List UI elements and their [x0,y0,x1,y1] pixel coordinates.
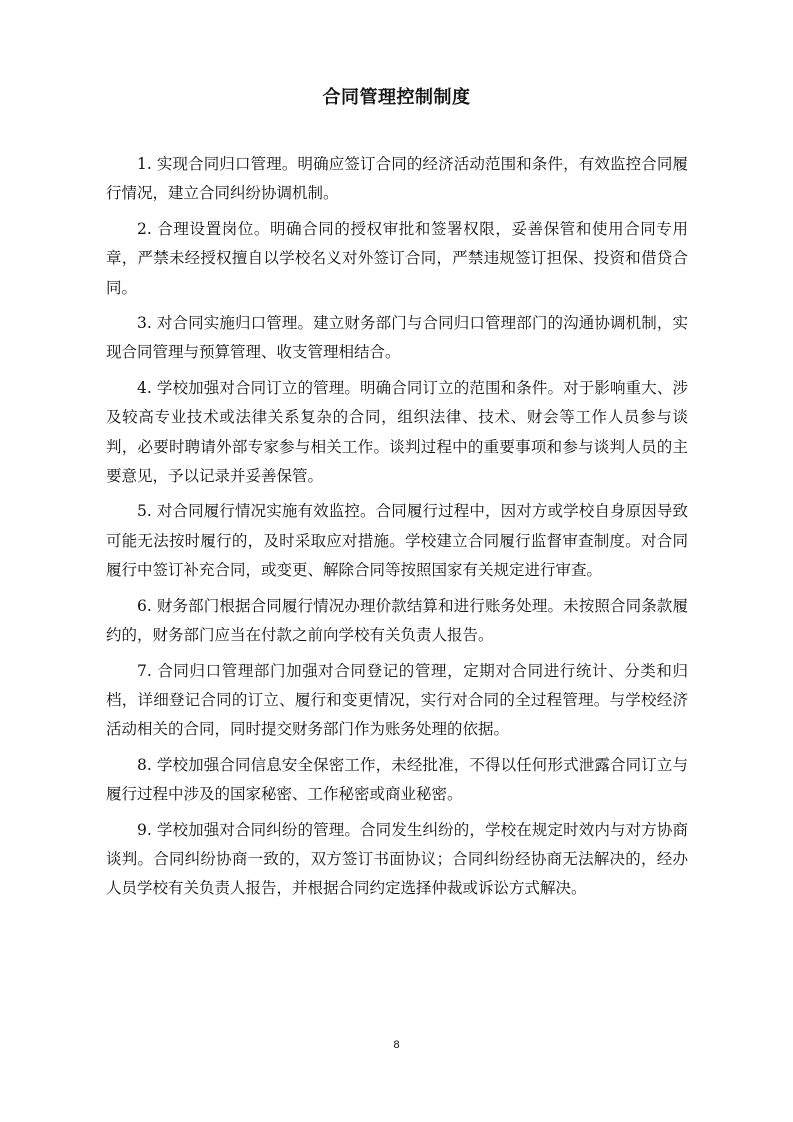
paragraph-6: 6. 财务部门根据合同履行情况办理价款结算和进行账务处理。未按照合同条款履约的，财务部门应当在付款之前向学校有关负责人报告。 [106,596,688,645]
paragraph-2: 2. 合理设置岗位。明确合同的授权审批和签署权限，妥善保管和使用合同专用章，严禁未经授权擅自以学校名义对外签订合同，严禁违规签订担保、投资和借贷合同。 [106,219,688,297]
paragraph-7: 7. 合同归口管理部门加强对合同登记的管理，定期对合同进行统计、分类和归档，详细登记合同的订立、履行和变更情况，实行对合同的全过程管理。与学校经济活动相关的合同，同时提交财务部门作为账务处理的依据。 [106,661,688,739]
page-number: 8 [393,1039,400,1051]
document-title: 合同管理控制制度 [322,87,471,108]
paragraph-5: 5. 对合同履行情况实施有效监控。合同履行过程中，因对方或学校自身原因导致可能无法按时履行的，及时采取应对措施。学校建立合同履行监督审查制度。对合同履行中签订补充合同，或变更、解除合同等按照国家有关规定进行审查。 [106,502,688,580]
document-body [106,150,688,910]
paragraph-4: 4. 学校加强对合同订立的管理。明确合同订立的范围和条件。对于影响重大、涉及较高专业技术或法律关系复杂的合同，组织法律、技术、财会等工作人员参与谈判，必要时聘请外部专家参与相关工作。谈判过程中的重要事项和参与谈判人员的主要意见，予以记录并妥善保管。 [106,378,688,486]
paragraph-8: 8. 学校加强合同信息安全保密工作，未经批准，不得以任何形式泄露合同订立与履行过程中涉及的国家秘密、工作秘密或商业秘密。 [106,755,688,804]
paragraph-3: 3. 对合同实施归口管理。建立财务部门与合同归口管理部门的沟通协调机制，实现合同管理与预算管理、收支管理相结合。 [106,314,688,362]
paragraph-9: 9. 学校加强对合同纠纷的管理。合同发生纠纷的，学校在规定时效内与对方协商谈判。合同纠纷协商一致的，双方签订书面协议；合同纠纷经协商无法解决的，经办人员学校有关负责人报告，并根据合同约定选择仲裁或诉讼方式解决。 [106,820,688,898]
paragraph-1: 1. 实现合同归口管理。明确应签订合同的经济活动范围和条件，有效监控合同履行情况，建立合同纠纷协调机制。 [106,155,688,203]
